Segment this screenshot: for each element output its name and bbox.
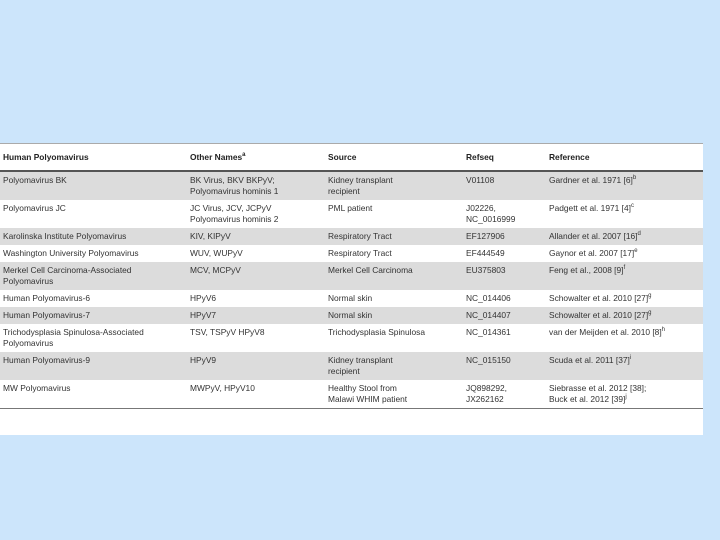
cell-refseq — [463, 171, 546, 200]
cell-reference-line: Schowalter et al. 2010 $[27]^g$ — [549, 310, 652, 320]
cell-refseq-line: V01108 — [466, 175, 495, 185]
cell-reference — [546, 380, 703, 409]
cell-other-names-line: TSV, TSPyV HPyV8 — [190, 327, 265, 337]
table-row — [0, 245, 703, 262]
header-reference: Reference — [546, 144, 703, 172]
footnote-marker: g — [648, 293, 652, 300]
cell-name-line: Polyomavirus JC — [3, 203, 66, 213]
cell-refseq — [463, 228, 546, 245]
cell-name-line: Trichodysplasia Spinulosa-Associated — [3, 327, 144, 337]
cell-source-line: Merkel Cell Carcinoma — [328, 265, 413, 275]
cell-refseq — [463, 380, 546, 409]
cell-source-line: Respiratory Tract — [328, 231, 392, 241]
cell-other-names-line: HPyV7 — [190, 310, 217, 320]
cell-name-line: Merkel Cell Carcinoma-Associated — [3, 265, 132, 275]
cell-name — [0, 228, 187, 245]
cell-reference — [546, 352, 703, 380]
cell-reference-line: Allander et al. 2007 $[16]^d$ — [549, 231, 641, 241]
cell-other-names — [187, 228, 325, 245]
footnote-marker: c — [630, 203, 634, 210]
footnote-marker: e — [634, 248, 638, 255]
cell-reference-line: Padgett et al. 1971 $[4]^c$ — [549, 203, 634, 213]
table-row — [0, 262, 703, 290]
cell-name — [0, 171, 187, 200]
cell-other-names-line: HPyV6 — [190, 293, 217, 303]
footnote-marker: d — [637, 231, 641, 238]
cell-refseq-line: JX262162 — [466, 394, 504, 404]
footnote-marker: b — [632, 175, 637, 182]
cell-reference-line: Feng et al., 2008 $[9]^f$ — [549, 265, 626, 275]
cell-source-line: Respiratory Tract — [328, 248, 392, 258]
cell-refseq-line: NC_015150 — [466, 355, 511, 365]
cell-reference-line: Siebrasse et al. 2012 [38]; — [549, 383, 647, 393]
footnote-marker: j — [625, 394, 627, 401]
table-row — [0, 352, 703, 380]
table-row — [0, 228, 703, 245]
footnote-marker: h — [661, 327, 666, 334]
cell-source — [325, 290, 463, 307]
cell-other-names — [187, 352, 325, 380]
cell-other-names — [187, 245, 325, 262]
cell-source-line: Normal skin — [328, 310, 373, 320]
table-header-row — [0, 144, 703, 172]
header-other-names: Other Names$^a$ — [187, 144, 325, 172]
cell-source — [325, 228, 463, 245]
cell-other-names-line: Polyomavirus hominis 2 — [190, 214, 279, 224]
table-row — [0, 324, 703, 352]
cell-source — [325, 307, 463, 324]
cell-source — [325, 171, 463, 200]
cell-name-line: Polyomavirus — [3, 338, 54, 348]
cell-refseq — [463, 324, 546, 352]
cell-name-line: Polyomavirus BK — [3, 175, 67, 185]
cell-name-line: Polyomavirus — [3, 276, 54, 286]
cell-other-names — [187, 200, 325, 228]
cell-other-names-line: MWPyV, HPyV10 — [190, 383, 255, 393]
table-row — [0, 307, 703, 324]
cell-source-line: recipient — [328, 186, 360, 196]
cell-refseq — [463, 352, 546, 380]
cell-source — [325, 245, 463, 262]
cell-reference-line: Buck et al. 2012 $[39]^j$ — [549, 394, 627, 404]
cell-reference-line: Gaynor et al. 2007 $[17]^e$ — [549, 248, 638, 258]
cell-refseq-line: EU375803 — [466, 265, 506, 275]
cell-reference — [546, 200, 703, 228]
cell-reference — [546, 324, 703, 352]
cell-name — [0, 262, 187, 290]
cell-name — [0, 290, 187, 307]
cell-reference-line: Scuda et al. 2011 $[37]^i$ — [549, 355, 632, 365]
cell-name-line: Human Polyomavirus-9 — [3, 355, 91, 365]
cell-name — [0, 200, 187, 228]
cell-refseq-line: NC_014407 — [466, 310, 511, 320]
footnote-marker: g — [648, 310, 652, 317]
cell-refseq-line: NC_014406 — [466, 293, 511, 303]
cell-reference — [546, 290, 703, 307]
cell-other-names-line: Polyomavirus hominis 1 — [190, 186, 279, 196]
cell-source — [325, 200, 463, 228]
cell-refseq-line: NC_0016999 — [466, 214, 516, 224]
polyomavirus-table — [0, 143, 703, 409]
cell-reference — [546, 307, 703, 324]
cell-refseq-line: J02226, — [466, 203, 496, 213]
cell-other-names — [187, 307, 325, 324]
cell-name — [0, 245, 187, 262]
cell-name — [0, 307, 187, 324]
cell-source-line: Kidney transplant — [328, 355, 393, 365]
cell-source-line: Healthy Stool from — [328, 383, 397, 393]
cell-name-line: Washington University Polyomavirus — [3, 248, 139, 258]
table-row — [0, 380, 703, 409]
cell-source — [325, 324, 463, 352]
table-row — [0, 200, 703, 228]
cell-name-line: MW Polyomavirus — [3, 383, 71, 393]
cell-other-names — [187, 290, 325, 307]
cell-refseq — [463, 200, 546, 228]
cell-other-names-line: HPyV9 — [190, 355, 217, 365]
cell-name-line: Human Polyomavirus-6 — [3, 293, 91, 303]
cell-other-names — [187, 380, 325, 409]
header-refseq: Refseq — [463, 144, 546, 172]
cell-reference — [546, 245, 703, 262]
cell-other-names — [187, 262, 325, 290]
cell-other-names-line: BK Virus, BKV BKPyV; — [190, 175, 275, 185]
cell-refseq — [463, 245, 546, 262]
footnote-marker: f — [623, 265, 626, 272]
cell-refseq-line: EF127906 — [466, 231, 505, 241]
cell-other-names-line: MCV, MCPyV — [190, 265, 241, 275]
cell-reference-line: Gardner et al. 1971 $[6]^b$ — [549, 175, 637, 185]
polyomavirus-table-container — [0, 143, 703, 435]
cell-name — [0, 324, 187, 352]
cell-source-line: Normal skin — [328, 293, 373, 303]
cell-reference-line: Schowalter et al. 2010 $[27]^g$ — [549, 293, 652, 303]
cell-source — [325, 380, 463, 409]
cell-refseq — [463, 262, 546, 290]
cell-source — [325, 352, 463, 380]
cell-refseq — [463, 290, 546, 307]
cell-source-line: PML patient — [328, 203, 373, 213]
header-source: Source — [325, 144, 463, 172]
cell-name-line: Karolinska Institute Polyomavirus — [3, 231, 127, 241]
cell-other-names-line: JC Virus, JCV, JCPyV — [190, 203, 272, 213]
cell-other-names-line: KIV, KIPyV — [190, 231, 231, 241]
cell-other-names — [187, 171, 325, 200]
header-human-polyomavirus: Human Polyomavirus — [0, 144, 187, 172]
cell-reference-line: van der Meijden et al. 2010 $[8]^h$ — [549, 327, 666, 337]
cell-source-line: recipient — [328, 366, 360, 376]
cell-source — [325, 262, 463, 290]
cell-refseq-line: EF444549 — [466, 248, 505, 258]
table-row — [0, 171, 703, 200]
cell-reference — [546, 262, 703, 290]
table-row — [0, 290, 703, 307]
cell-reference — [546, 171, 703, 200]
cell-refseq — [463, 307, 546, 324]
cell-name — [0, 380, 187, 409]
footnote-marker: i — [629, 355, 632, 362]
cell-source-line: Kidney transplant — [328, 175, 393, 185]
cell-refseq-line: NC_014361 — [466, 327, 511, 337]
cell-reference — [546, 228, 703, 245]
cell-refseq-line: JQ898292, — [466, 383, 507, 393]
cell-other-names — [187, 324, 325, 352]
cell-source-line: Malawi WHIM patient — [328, 394, 408, 404]
cell-other-names-line: WUV, WUPyV — [190, 248, 243, 258]
cell-name-line: Human Polyomavirus-7 — [3, 310, 91, 320]
cell-source-line: Trichodysplasia Spinulosa — [328, 327, 425, 337]
cell-name — [0, 352, 187, 380]
